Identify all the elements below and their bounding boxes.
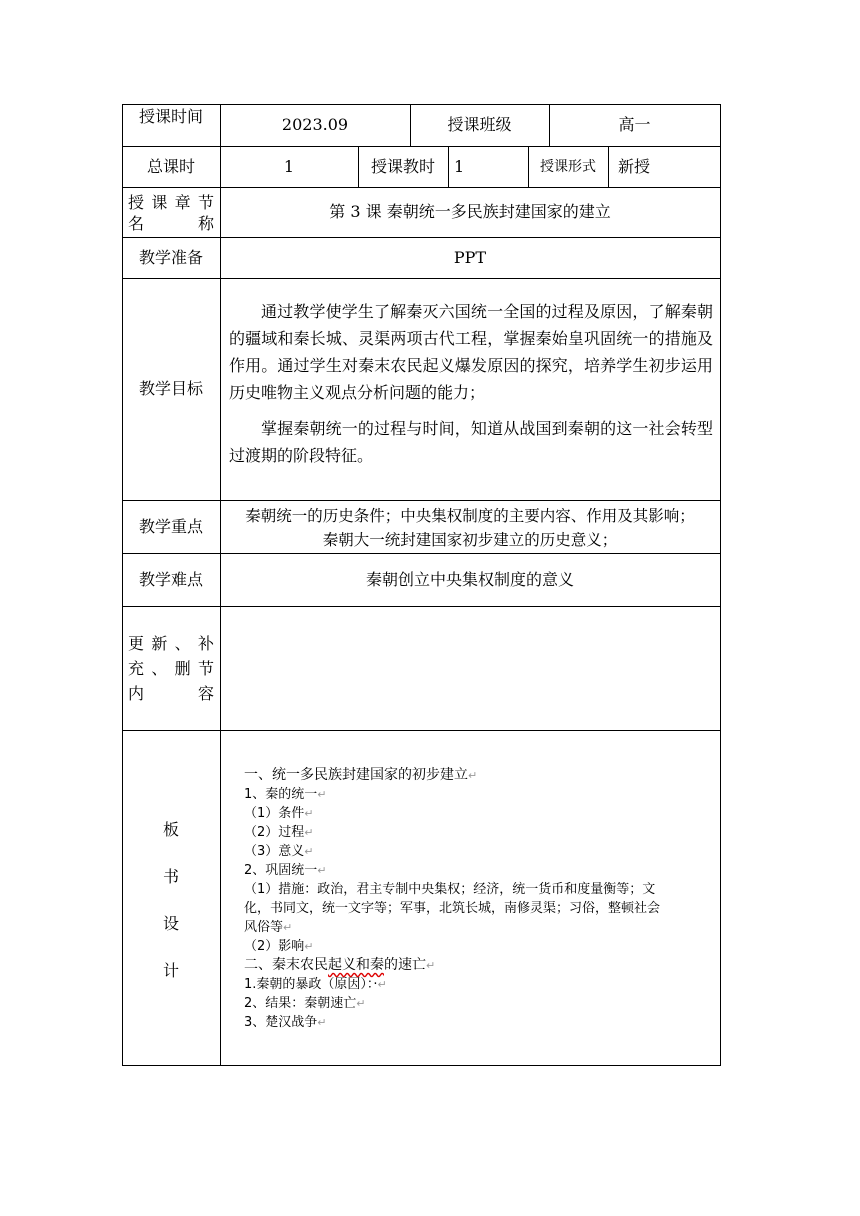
return-mark: ↵ bbox=[317, 788, 327, 801]
preparation-label: 教学准备 bbox=[138, 247, 203, 267]
return-mark: ↵ bbox=[304, 826, 314, 839]
preparation-value: PPT bbox=[453, 247, 487, 267]
return-mark: ↵ bbox=[426, 959, 436, 972]
spellcheck-underline: 起义和秦 bbox=[328, 957, 384, 973]
update-content-label-line3: 内 容 bbox=[128, 683, 214, 703]
return-mark: ↵ bbox=[283, 921, 293, 934]
outline-line: 二、秦末农民起义和秦的速亡↵ bbox=[244, 957, 436, 973]
chapter-title: 第 3 课 秦朝统一多民族封建国家的建立 bbox=[329, 202, 611, 221]
key-points-line-2: 秦朝大一统封建国家初步建立的历史意义； bbox=[322, 531, 618, 549]
objectives-paragraph-2: 掌握秦朝统一的过程与时间，知道从战国到秦朝的这一社会转型过渡期的阶段特征。 bbox=[229, 419, 713, 465]
table-border-right bbox=[720, 104, 721, 1066]
return-mark: ↵ bbox=[304, 940, 314, 953]
outline-line: 3、楚汉战争↵ bbox=[244, 1015, 327, 1030]
outline-line: （1）措施：政治，君主专制中央集权；经济，统一货币和度量衡等；文 bbox=[244, 882, 656, 897]
key-points-label: 教学重点 bbox=[138, 516, 203, 536]
lesson-date-value: 2023.09 bbox=[281, 115, 349, 134]
update-content-value bbox=[221, 607, 720, 730]
outline-line: 2、结果：秦朝速亡↵ bbox=[244, 996, 366, 1011]
outline-line: 风俗等↵ bbox=[244, 920, 293, 935]
board-design-char: 设 bbox=[162, 914, 179, 933]
outline-line: （2）影响↵ bbox=[244, 939, 314, 954]
return-mark: ↵ bbox=[304, 845, 314, 858]
board-design-label bbox=[122, 817, 220, 1005]
board-design-outline bbox=[244, 766, 706, 1032]
key-points-content bbox=[220, 503, 720, 553]
table-border-bottom bbox=[122, 1065, 721, 1066]
return-mark: ↵ bbox=[356, 997, 366, 1010]
outline-line: 一、统一多民族封建国家的初步建立↵ bbox=[244, 767, 478, 783]
teaching-objectives-label: 教学目标 bbox=[138, 379, 203, 398]
outline-line: （2）过程↵ bbox=[244, 825, 314, 840]
outline-line: 2、巩固统一↵ bbox=[244, 863, 327, 878]
update-content-label bbox=[122, 630, 220, 706]
outline-line: 1、秦的统一↵ bbox=[244, 787, 327, 802]
chapter-name-label-line2: 名 称 bbox=[128, 214, 214, 233]
outline-line: （3）意义↵ bbox=[244, 844, 314, 859]
class-value: 高一 bbox=[618, 115, 651, 134]
board-design-char: 板 bbox=[162, 820, 179, 839]
outline-line: （1）条件↵ bbox=[244, 806, 314, 821]
outline-line: 化，书同文，统一文字等；军事，北筑长城，南修灵渠；习俗，整顿社会 bbox=[244, 901, 661, 916]
board-design-char: 书 bbox=[162, 867, 179, 886]
board-design-char: 计 bbox=[162, 961, 179, 980]
return-mark: ↵ bbox=[317, 864, 327, 877]
class-label: 授课班级 bbox=[447, 115, 512, 134]
chapter-name-label bbox=[122, 190, 220, 236]
row-divider bbox=[122, 730, 721, 731]
return-mark: ↵ bbox=[377, 978, 387, 991]
teaching-hours-label: 授课教时 bbox=[370, 156, 435, 176]
update-content-label-line1: 更新、补 bbox=[128, 633, 214, 653]
difficulties-value: 秦朝创立中央集权制度的意义 bbox=[365, 569, 574, 589]
return-mark: ↵ bbox=[304, 807, 314, 820]
total-hours-label: 总课时 bbox=[146, 156, 195, 176]
key-points-line-1: 秦朝统一的历史条件；中央集权制度的主要内容、作用及其影响； bbox=[245, 507, 695, 525]
teaching-form-label: 授课形式 bbox=[540, 158, 596, 175]
return-mark: ↵ bbox=[317, 1016, 327, 1029]
teaching-form-value: 新授 bbox=[618, 156, 651, 176]
difficulties-label: 教学难点 bbox=[138, 569, 203, 589]
lesson-time-label: 授课时间 bbox=[138, 107, 203, 126]
total-hours-value: 1 bbox=[283, 156, 295, 176]
objectives-paragraph-1: 通过教学使学生了解秦灭六国统一全国的过程及原因，了解秦朝的疆域和秦长城、灵渠两项古代工程，掌握秦始皇巩固统一的措施及作用。通过学生对秦末农民起义爆发原因的探究，培养学生初步运用历史唯物主义观点分析问题的能力； bbox=[229, 302, 713, 402]
chapter-name-label-line1: 授课章节 bbox=[128, 193, 214, 212]
outline-line: 1.秦朝的暴政（原因）：·↵ bbox=[244, 977, 387, 992]
teaching-objectives-content bbox=[229, 298, 713, 469]
update-content-label-line2: 充、删节 bbox=[128, 658, 214, 678]
teaching-hours-value: 1 bbox=[454, 156, 465, 176]
return-mark: ↵ bbox=[468, 769, 478, 782]
